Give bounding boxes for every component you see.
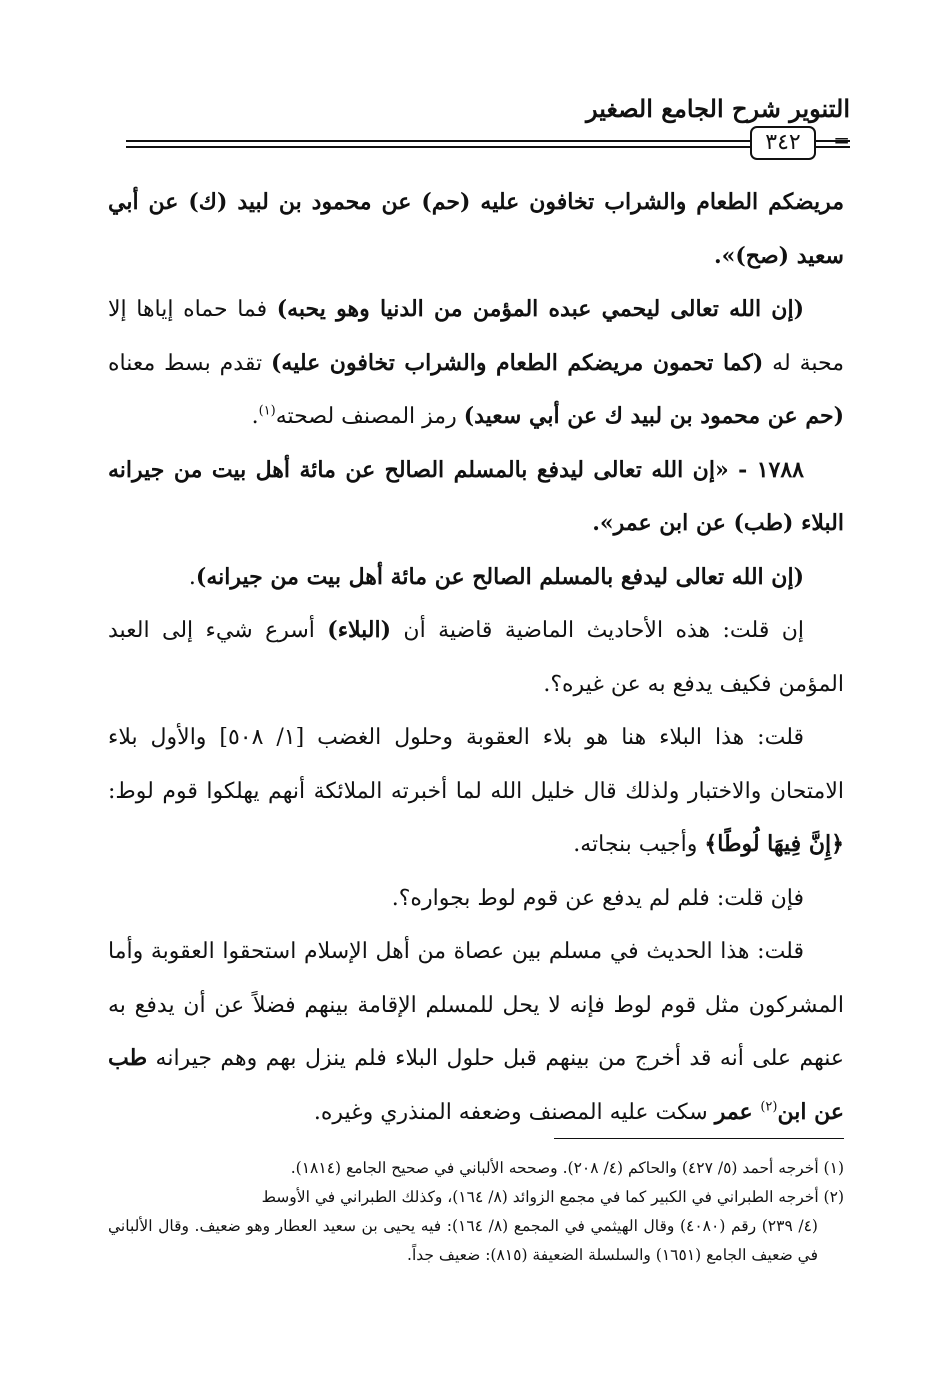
footnotes: [108, 1154, 844, 1270]
commentary-text: وأجيب بنجاته.: [573, 832, 705, 857]
paragraph-8: [108, 925, 844, 1139]
source-codes: طب عن ابن: [108, 1045, 844, 1125]
quoted-hadith: (إن الله تعالى ليحمي عبده المؤمن من الدنيا وهو يحبه): [276, 296, 804, 322]
main-text: [108, 176, 844, 1139]
paragraph-4: [108, 551, 844, 605]
footnote-2: (٢) أخرجه الطبراني في الكبير كما في مجمع الزوائد (٨/ ١٦٤)، وكذلك الطبراني في الأوسط: [261, 1188, 844, 1206]
commentary-text: أسرع شيء إلى العبد المؤمن فكيف يدفع به عن غيره؟.: [108, 618, 844, 697]
commentary-text: تقدم بسط معناه: [108, 350, 271, 376]
commentary-text: .: [251, 404, 259, 429]
book-title: التنوير شرح الجامع الصغير: [586, 94, 850, 123]
footnote-ref-2: (٢): [760, 1099, 778, 1115]
footnote-1: (١) أخرجه أحمد (٥/ ٤٢٧) والحاكم (٤/ ٢٠٨). وصححه الألباني في صحيح الجامع (١٨١٤).: [290, 1159, 844, 1177]
page-number-badge: ٣٤٢: [750, 126, 816, 160]
commentary-text: .: [188, 564, 196, 590]
hadith-text-end: مريضكم الطعام والشراب تخافون عليه (حم) عن محمود بن لبيد (ك) عن أبي سعيد (صح)».: [108, 189, 844, 269]
header-rule-bottom: [126, 146, 850, 148]
paragraph-2: [108, 283, 844, 444]
commentary-text: إن قلت: هذه الأحاديث الماضية قاضية أن: [391, 618, 804, 643]
paragraph-5: [108, 604, 844, 711]
source-codes: (حم عن محمود بن لبيد ك عن أبي سعيد): [463, 403, 844, 429]
header-rule-top: [126, 140, 850, 142]
page-header: [112, 78, 850, 164]
paragraph-3: [108, 444, 844, 551]
commentary-text: سكت عليه المصنف وضعفه المنذري وغيره.: [313, 1099, 715, 1125]
quran-quote: ﴿إِنَّ فِيهَا لُوطًا﴾: [704, 831, 844, 857]
footnote-ref-1: (١): [258, 403, 276, 419]
paragraph-6: [108, 711, 844, 872]
quoted-hadith: (كما تحمون مريضكم الطعام والشراب تخافون عليه): [271, 349, 764, 376]
footnote-separator: [554, 1138, 844, 1139]
quoted-word: (البلاء): [327, 617, 392, 643]
paragraph-1: [108, 176, 844, 283]
commentary-text: فما حماه إياها إلا محبة له: [108, 297, 844, 376]
quoted-hadith: (إن الله تعالى ليدفع بالمسلم الصالح عن مائة أهل بيت من جيرانه): [195, 563, 804, 590]
paragraph-7: [108, 872, 844, 926]
commentary-text: فإن قلت: فلم لم يدفع عن قوم لوط بجواره؟.: [391, 885, 804, 911]
hadith-1788: ١٧٨٨ - «إن الله تعالى ليدفع بالمسلم الصالح عن مائة أهل بيت من جيرانه البلاء (طب) عن ابن عمر».: [108, 456, 844, 536]
page-number-dash: =: [833, 128, 850, 152]
footnote-2-continued: (٤/ ٢٣٩) رقم (٤٠٨٠) وقال الهيثمي في المجمع (٨/ ١٦٤): فيه يحيى بن سعيد العطار وهو ضعيف. وقال الألباني في ضعيف الجامع (١٦٥١) والسلسلة الضعيفة (٨١٥): ضعيف جداً.: [108, 1217, 818, 1264]
commentary-text: قلت: هذا البلاء هنا هو بلاء العقوبة وحلول الغضب [١/ ٥٠٨] والأول بلاء الامتحان والاختبار ولذلك قال خليل الله لما أخبرته الملائكة أنهم يهلكوا قوم لوط:: [108, 725, 844, 804]
commentary-text: رمز المصنف لصحته: [275, 404, 464, 429]
commentary-text: قلت: هذا الحديث في مسلم بين عصاة من أهل الإسلام استحقوا العقوبة وأما المشركون مثل قوم لوط فإنه لا يحل للمسلم الإقامة بينهم فضلاً عن أن يدفع به عنهم على أنه قد أخرج من بينهم قبل حلول البلاء فلم ينزل بهم وهم جيرانه: [108, 939, 844, 1071]
source-codes: عمر: [714, 1098, 761, 1125]
